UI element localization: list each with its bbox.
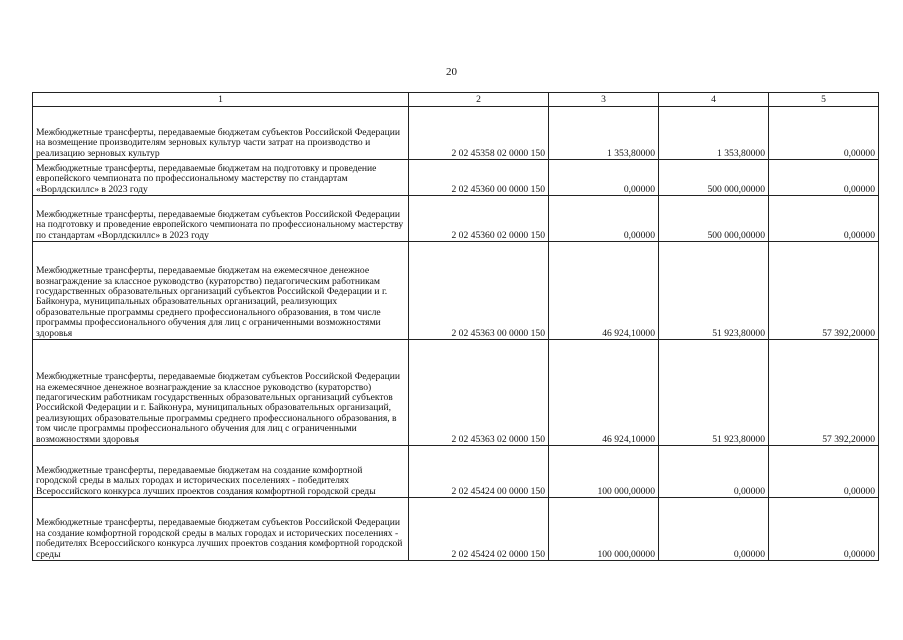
- row-name: Межбюджетные трансферты, передаваемые бюджетам на ежемесячное денежное вознаграждение за классное руководство (кураторство) педагогическим работникам государственных образовательных организаций субъектов Российской Федерации и г. Байконура, муниципальных образовательных организаций, реализующих образовательные программы среднего профессионального образования, в том числе программы профессионального обучения для лиц с ограниченными возможностями здоровья: [33, 242, 409, 340]
- row-name: Межбюджетные трансферты, передаваемые бюджетам на подготовку и проведение европейского чемпионата по профессиональному мастерству по стандартам «Ворлдскиллс» в 2023 году: [33, 160, 409, 196]
- row-value-col5: 0,00000: [769, 160, 879, 196]
- column-header-5: 5: [769, 93, 879, 107]
- row-code: 2 02 45360 00 0000 150: [409, 160, 549, 196]
- row-value-col4: 0,00000: [659, 446, 769, 498]
- table-row: [33, 498, 879, 561]
- row-value-col5: 0,00000: [769, 498, 879, 561]
- column-header-4: 4: [659, 93, 769, 107]
- row-value-col4: 500 000,00000: [659, 196, 769, 242]
- row-value-col5: 0,00000: [769, 446, 879, 498]
- row-name: Межбюджетные трансферты, передаваемые бюджетам субъектов Российской Федерации на ежемесячное денежное вознаграждение за классное руководство (кураторство) педагогическим работникам государственных образовательных организаций субъектов Российской Федерации и г. Байконура, муниципальных образовательных организаций, реализующих образовательные программы среднего профессионального образования, в том числе программы профессионального обучения для лиц с ограниченными возможностями здоровья: [33, 340, 409, 446]
- row-code: 2 02 45363 02 0000 150: [409, 340, 549, 446]
- row-value-col3: 100 000,00000: [549, 446, 659, 498]
- column-header-2: 2: [409, 93, 549, 107]
- row-value-col5: 0,00000: [769, 196, 879, 242]
- row-code: 2 02 45424 00 0000 150: [409, 446, 549, 498]
- table-row: [33, 340, 879, 446]
- row-value-col4: 500 000,00000: [659, 160, 769, 196]
- row-value-col5: 0,00000: [769, 107, 879, 160]
- row-value-col5: 57 392,20000: [769, 340, 879, 446]
- row-value-col3: 46 924,10000: [549, 340, 659, 446]
- budget-table: [32, 92, 879, 561]
- row-value-col3: 46 924,10000: [549, 242, 659, 340]
- row-name: Межбюджетные трансферты, передаваемые бюджетам субъектов Российской Федерации на подготовку и проведение европейского чемпионата по профессиональному мастерству по стандартам «Ворлдскиллс» в 2023 году: [33, 196, 409, 242]
- row-code: 2 02 45424 02 0000 150: [409, 498, 549, 561]
- row-value-col5: 57 392,20000: [769, 242, 879, 340]
- table-header-row: [33, 93, 879, 107]
- row-name: Межбюджетные трансферты, передаваемые бюджетам на создание комфортной городской среды в малых городах и исторических поселениях - победителях Всероссийского конкурса лучших проектов создания комфортной городской среды: [33, 446, 409, 498]
- table-row: [33, 196, 879, 242]
- page-number: 20: [446, 66, 457, 78]
- row-value-col3: 0,00000: [549, 196, 659, 242]
- row-name: Межбюджетные трансферты, передаваемые бюджетам субъектов Российской Федерации на возмещение производителям зерновых культур части затрат на производство и реализацию зерновых культур: [33, 107, 409, 160]
- row-value-col4: 51 923,80000: [659, 340, 769, 446]
- row-value-col4: 51 923,80000: [659, 242, 769, 340]
- table-row: [33, 242, 879, 340]
- row-value-col3: 0,00000: [549, 160, 659, 196]
- row-value-col4: 0,00000: [659, 498, 769, 561]
- row-code: 2 02 45360 02 0000 150: [409, 196, 549, 242]
- table-row: [33, 107, 879, 160]
- column-header-3: 3: [549, 93, 659, 107]
- row-name: Межбюджетные трансферты, передаваемые бюджетам субъектов Российской Федерации на создание комфортной городской среды в малых городах и исторических поселениях - победителях Всероссийского конкурса лучших проектов создания комфортной городской среды: [33, 498, 409, 561]
- table-row: [33, 160, 879, 196]
- row-code: 2 02 45363 00 0000 150: [409, 242, 549, 340]
- row-value-col3: 100 000,00000: [549, 498, 659, 561]
- row-code: 2 02 45358 02 0000 150: [409, 107, 549, 160]
- column-header-1: 1: [33, 93, 409, 107]
- row-value-col3: 1 353,80000: [549, 107, 659, 160]
- row-value-col4: 1 353,80000: [659, 107, 769, 160]
- table-row: [33, 446, 879, 498]
